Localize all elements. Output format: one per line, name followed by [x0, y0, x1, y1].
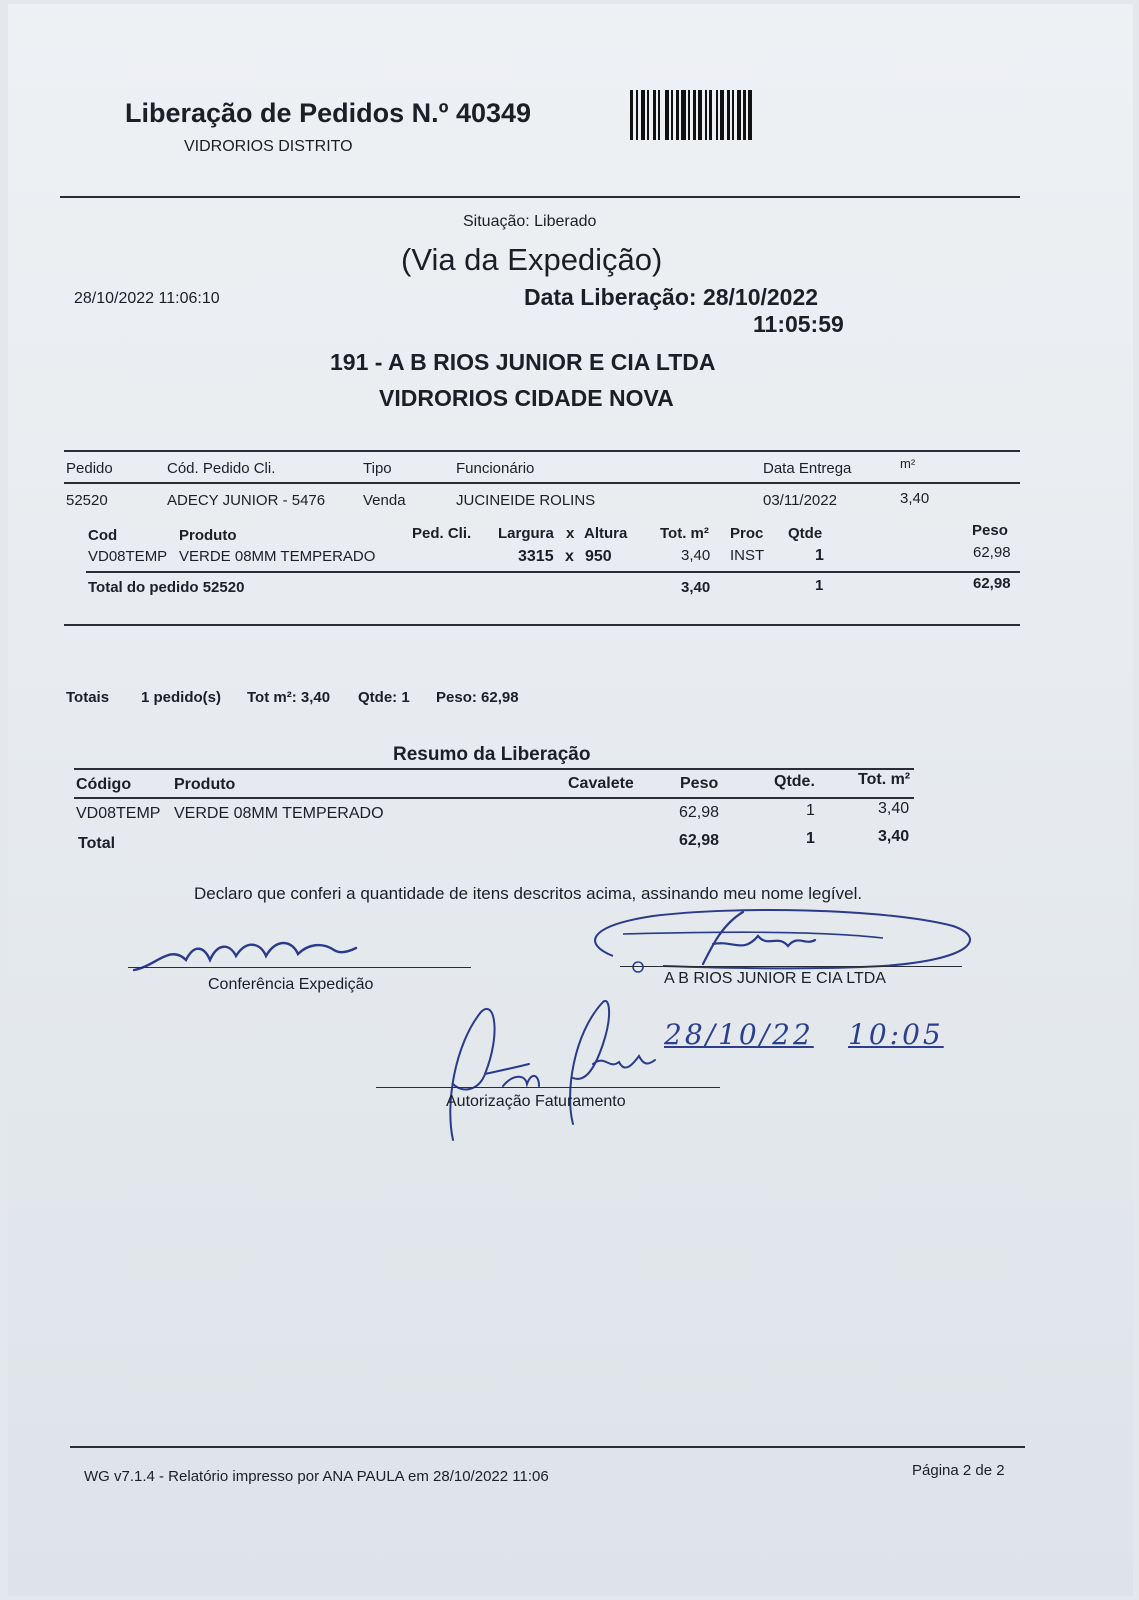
item-tot-m2: 3,40 — [681, 547, 711, 564]
order-cod-cli: ADECY JUNIOR - 5476 — [167, 492, 326, 509]
footer-page-number: Página 2 de 2 — [912, 1462, 1005, 1479]
totals-label: Totais — [66, 689, 110, 706]
item-qtde: 1 — [815, 547, 824, 564]
item-cod: VD08TEMP — [88, 548, 168, 565]
print-datetime: 28/10/2022 11:06:10 — [74, 290, 220, 307]
summary-total-qtde: 1 — [806, 830, 815, 847]
item-header-ped-cli: Ped. Cli. — [412, 525, 472, 542]
faturamento-signature — [433, 994, 663, 1144]
summary-header-peso: Peso — [680, 775, 719, 792]
item-proc: INST — [730, 547, 765, 564]
order-table-bottom-rule — [64, 624, 1020, 626]
item-peso: 62,98 — [973, 544, 1011, 561]
item-header-tot-m2: Tot. m² — [660, 525, 709, 542]
item-header-cod: Cod — [88, 527, 118, 544]
expedicao-signature-line — [128, 967, 471, 968]
col-header-tipo: Tipo — [363, 460, 392, 477]
release-date: Data Liberação: 28/10/2022 — [524, 284, 819, 310]
item-header-proc: Proc — [730, 525, 764, 542]
order-funcionario: JUCINEIDE ROLINS — [456, 492, 596, 509]
barcode — [630, 90, 752, 140]
summary-header-rule — [74, 797, 914, 799]
order-total-rule — [86, 571, 1020, 573]
order-m2: 3,40 — [900, 490, 930, 507]
footer-rule — [70, 1446, 1025, 1448]
col-header-funcionario: Funcionário — [456, 460, 535, 477]
summary-row-peso: 62,98 — [679, 804, 720, 821]
client-name: 191 - A B RIOS JUNIOR E CIA LTDA — [330, 349, 716, 375]
col-header-m2: m² — [900, 456, 916, 471]
totals-qtde: Qtde: 1 — [358, 689, 410, 706]
handwritten-date: 28/10/22 — [664, 1018, 814, 1051]
item-header-produto: Produto — [179, 527, 237, 544]
company-name: VIDRORIOS DISTRITO — [184, 138, 353, 155]
order-table-top-rule — [64, 450, 1020, 452]
handwritten-time: 10:05 — [848, 1018, 944, 1051]
summary-header-tot-m2: Tot. m² — [858, 771, 911, 788]
status-text: Situação: Liberado — [463, 213, 597, 230]
order-total-qtde: 1 — [815, 577, 824, 594]
declaration-text: Declaro que conferi a quantidade de itens descritos acima, assinando meu nome legível. — [194, 884, 863, 903]
summary-row-tot-m2: 3,40 — [878, 800, 910, 817]
col-header-pedido: Pedido — [66, 460, 113, 477]
faturamento-signature-line — [376, 1087, 720, 1088]
col-header-cod-cli: Cód. Pedido Cli. — [167, 460, 276, 477]
item-header-largura: Largura — [498, 525, 554, 542]
order-tipo: Venda — [363, 492, 406, 509]
summary-title: Resumo da Liberação — [393, 744, 591, 765]
item-largura: 3315 — [518, 548, 554, 565]
release-time: 11:05:59 — [753, 311, 844, 337]
col-header-data-entrega: Data Entrega — [763, 460, 852, 477]
order-total-peso: 62,98 — [973, 575, 1011, 592]
order-data-entrega: 03/11/2022 — [763, 492, 837, 509]
client-signature-line — [620, 966, 962, 967]
client-signature-label: A B RIOS JUNIOR E CIA LTDA — [664, 970, 886, 987]
summary-total-peso: 62,98 — [679, 832, 720, 849]
summary-row-qtde: 1 — [806, 802, 815, 819]
item-produto: VERDE 08MM TEMPERADO — [179, 548, 376, 565]
copy-type: (Via da Expedição) — [401, 242, 663, 277]
document-title: Liberação de Pedidos N.º 40349 — [125, 98, 532, 128]
order-header-rule — [64, 482, 1020, 484]
header-divider — [60, 196, 1020, 198]
faturamento-label: Autorização Faturamento — [446, 1093, 626, 1110]
expedicao-signature — [126, 926, 366, 976]
item-x: x — [565, 548, 574, 565]
totals-pedidos: 1 pedido(s) — [141, 689, 222, 706]
order-total-label: Total do pedido 52520 — [88, 579, 245, 596]
item-header-x: x — [566, 525, 575, 542]
totals-m2: Tot m²: 3,40 — [247, 689, 331, 706]
summary-header-produto: Produto — [174, 776, 236, 793]
item-header-qtde: Qtde — [788, 525, 823, 542]
summary-total-label: Total — [78, 835, 116, 852]
document-page — [8, 4, 1133, 1596]
client-branch: VIDRORIOS CIDADE NOVA — [379, 385, 674, 411]
order-pedido: 52520 — [66, 492, 108, 509]
summary-header-qtde: Qtde. — [774, 773, 815, 790]
footer-printed-by: WG v7.1.4 - Relatório impresso por ANA PAULA em 28/10/2022 11:06 — [84, 1468, 549, 1485]
item-header-peso: Peso — [972, 522, 1008, 539]
summary-row-codigo: VD08TEMP — [76, 805, 161, 822]
summary-top-rule — [74, 768, 914, 770]
item-header-altura: Altura — [584, 525, 628, 542]
summary-header-cavalete: Cavalete — [568, 775, 634, 792]
expedicao-label: Conferência Expedição — [208, 976, 374, 993]
summary-total-tot-m2: 3,40 — [878, 828, 910, 845]
summary-header-codigo: Código — [76, 776, 132, 793]
totals-peso: Peso: 62,98 — [436, 689, 519, 706]
order-total-m2: 3,40 — [681, 579, 711, 596]
summary-row-produto: VERDE 08MM TEMPERADO — [174, 805, 384, 822]
item-altura: 950 — [585, 548, 612, 565]
